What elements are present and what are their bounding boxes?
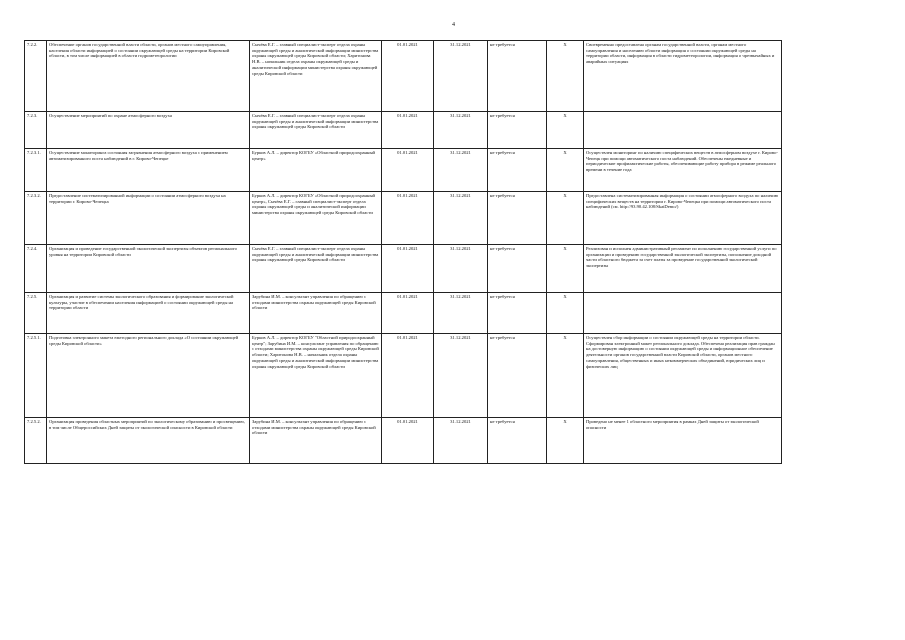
cell-start-date: 01.01.2021 [382,192,434,245]
cell-responsible: Бурков А.Л. – директор КОГБУ "Областной природоохранный центр"; Зарубина И.М. – консультант управления по обращению с отходами министерства охраны окружающей среды Кировской области; Харитонова Н.В. – начальник отдела охраны окружающей среды и аналитической информации министерства охраны окружающей среды Кировской области [250,334,382,418]
cell-number: 7.2.3.1. [25,149,47,192]
cell-event: Организация и проведение государственной экологической экспертизы объектов регионального уровня на территории Кировской области [47,245,250,293]
page-number: 4 [452,22,455,28]
cell-start-date: 01.01.2021 [382,293,434,334]
cell-event: Осуществление мониторинга состояния загрязнения атмосферного воздуха с применением автоматизированного поста наблюдений в г. Кирово-Чепецке [47,149,250,192]
cell-number: 7.2.5. [25,293,47,334]
cell-funding: не требуется [488,192,547,245]
plan-table [24,40,782,464]
table-row [25,334,782,418]
cell-end-date: 31.12.2021 [434,245,488,293]
cell-responsible: Зарубина И.М. – консультант управления по обращению с отходами министерства охраны окружающей среды Кировской области [250,418,382,464]
cell-number: 7.2.3.2. [25,192,47,245]
cell-funding: не требуется [488,245,547,293]
cell-mark: X [547,418,584,464]
cell-start-date: 01.01.2021 [382,149,434,192]
table-row [25,245,782,293]
cell-mark: X [547,293,584,334]
cell-mark: X [547,112,584,149]
cell-result: Осуществлен мониторинг по наличию специфических веществ в атмосферном воздухе г. Кирово-Чепецк при помощи автоматического поста наблюдений. Обеспечены ежедневные и периодические профилактические работы, обеспечивающие работу прибора в режиме реального времени в течение года [584,149,782,192]
table-row [25,293,782,334]
cell-start-date: 01.01.2021 [382,112,434,149]
cell-event: Организация проведения областных мероприятий по экологическому образованию и просвещению, в том числе Общероссийских Дней защиты от экологической опасности в Кировской области [47,418,250,464]
cell-responsible: Бурков А.Л. – директор КОГБУ «Областной природоохранный центр», Сычёва Е.Г. – главный специалист-эксперт отдела охраны окружающей среды и аналитической информации министерства охраны окружающей среды Кировской области [250,192,382,245]
cell-result: Своевременно предоставлена органам государственной власти, органам местного самоуправления и населению области информация о состоянии окружающей среды на территории области, информация в области гидрометеорологии, информация о чрезвычайных и аварийных ситуациях [584,41,782,112]
table-row [25,192,782,245]
cell-funding: не требуется [488,149,547,192]
cell-funding: не требуется [488,418,547,464]
cell-event: Осуществление мероприятий по охране атмосферного воздуха [47,112,250,149]
cell-start-date: 01.01.2021 [382,418,434,464]
cell-end-date: 31.12.2021 [434,112,488,149]
cell-mark: X [547,245,584,293]
table-row [25,41,782,112]
cell-event: Обеспечение органов государственной власти области, органов местного самоуправления, населения области информацией о состоянии окружающей среды на территории Кировской области, в том числе информацией в области гидрометеорологии [47,41,250,112]
cell-result: Предоставлена систематизированная информация о состоянии атмосферного воздуха по наличию специфических веществ на территории г. Кирово-Чепецка при помощи автоматического поста наблюдений (см. http://93.90.42.108/SkatDemo/) [584,192,782,245]
table-row [25,418,782,464]
cell-responsible: Зарубина И.М. – консультант управления по обращению с отходами министерства охраны окружающей среды Кировской области [250,293,382,334]
cell-result: Осуществлен сбор информации о состоянии окружающей среды на территории области. Сформирован электронный макет регионального доклада. Обеспечена реализация прав граждан на достоверную информацию о состоянии окружающей среды и информационное обеспечение деятельности органов государственной власти Кировской области, органов местного самоуправления, общественных и иных некоммерческих объединений, юридических лиц и физических лиц [584,334,782,418]
cell-start-date: 01.01.2021 [382,245,434,293]
cell-result [584,112,782,149]
cell-mark: X [547,192,584,245]
cell-responsible: Сычёва Е.Г. – главный специалист-эксперт отдела охраны окружающей среды и аналитической информации министерства охраны окружающей среды Кировской области [250,112,382,149]
cell-responsible: Бурков А.Л. – директор КОГБУ «Областной природоохранный центр» [250,149,382,192]
cell-end-date: 31.12.2021 [434,293,488,334]
table-row [25,149,782,192]
cell-responsible: Сычёва Е.Г. – главный специалист-эксперт отдела охраны окружающей среды и аналитической информации министерства охраны окружающей среды Кировской области; Харитонова Н.В. – начальник отдела охраны окружающей среды и аналитической информации министерства охраны окружающей среды Кировской области [250,41,382,112]
cell-end-date: 31.12.2021 [434,149,488,192]
cell-funding: не требуется [488,293,547,334]
cell-funding: не требуется [488,41,547,112]
cell-end-date: 31.12.2021 [434,418,488,464]
cell-end-date: 31.12.2021 [434,41,488,112]
cell-number: 7.2.2. [25,41,47,112]
cell-result: Реализован и исполнен административный регламент по исполнению государственной услуги по организации и проведению государственной экологической экспертизы, пополнение доходной части областного бюджета за счет платы за проведение государственной экологической экспертизы [584,245,782,293]
cell-number: 7.2.5.2. [25,418,47,464]
cell-start-date: 01.01.2021 [382,41,434,112]
cell-result: Проведено не менее 1 областного мероприятия в рамках Дней защиты от экологической опасности [584,418,782,464]
cell-start-date: 01.01.2021 [382,334,434,418]
cell-number: 7.2.3. [25,112,47,149]
cell-responsible: Сычёва Е.Г. – главный специалист-эксперт отдела охраны окружающей среды и аналитической информации министерства охраны окружающей среды Кировской области [250,245,382,293]
cell-event: Организация и развитие системы экологического образования и формирование экологической культуры, участие в обеспечении населения информацией о состоянии окружающей среды на территории области [47,293,250,334]
cell-number: 7.2.5.1. [25,334,47,418]
cell-mark: X [547,41,584,112]
cell-end-date: 31.12.2021 [434,334,488,418]
cell-event: Подготовка электронного макета ежегодного регионального доклада «О состоянии окружающей среды Кировской области» [47,334,250,418]
cell-funding: не требуется [488,334,547,418]
cell-funding: не требуется [488,112,547,149]
cell-event: Предоставление систематизированной информации о состоянии атмосферного воздуха на территории г. Кирово-Чепецка [47,192,250,245]
cell-result [584,293,782,334]
table-row [25,112,782,149]
cell-mark: X [547,149,584,192]
cell-number: 7.2.4. [25,245,47,293]
cell-end-date: 31.12.2021 [434,192,488,245]
cell-mark: X [547,334,584,418]
